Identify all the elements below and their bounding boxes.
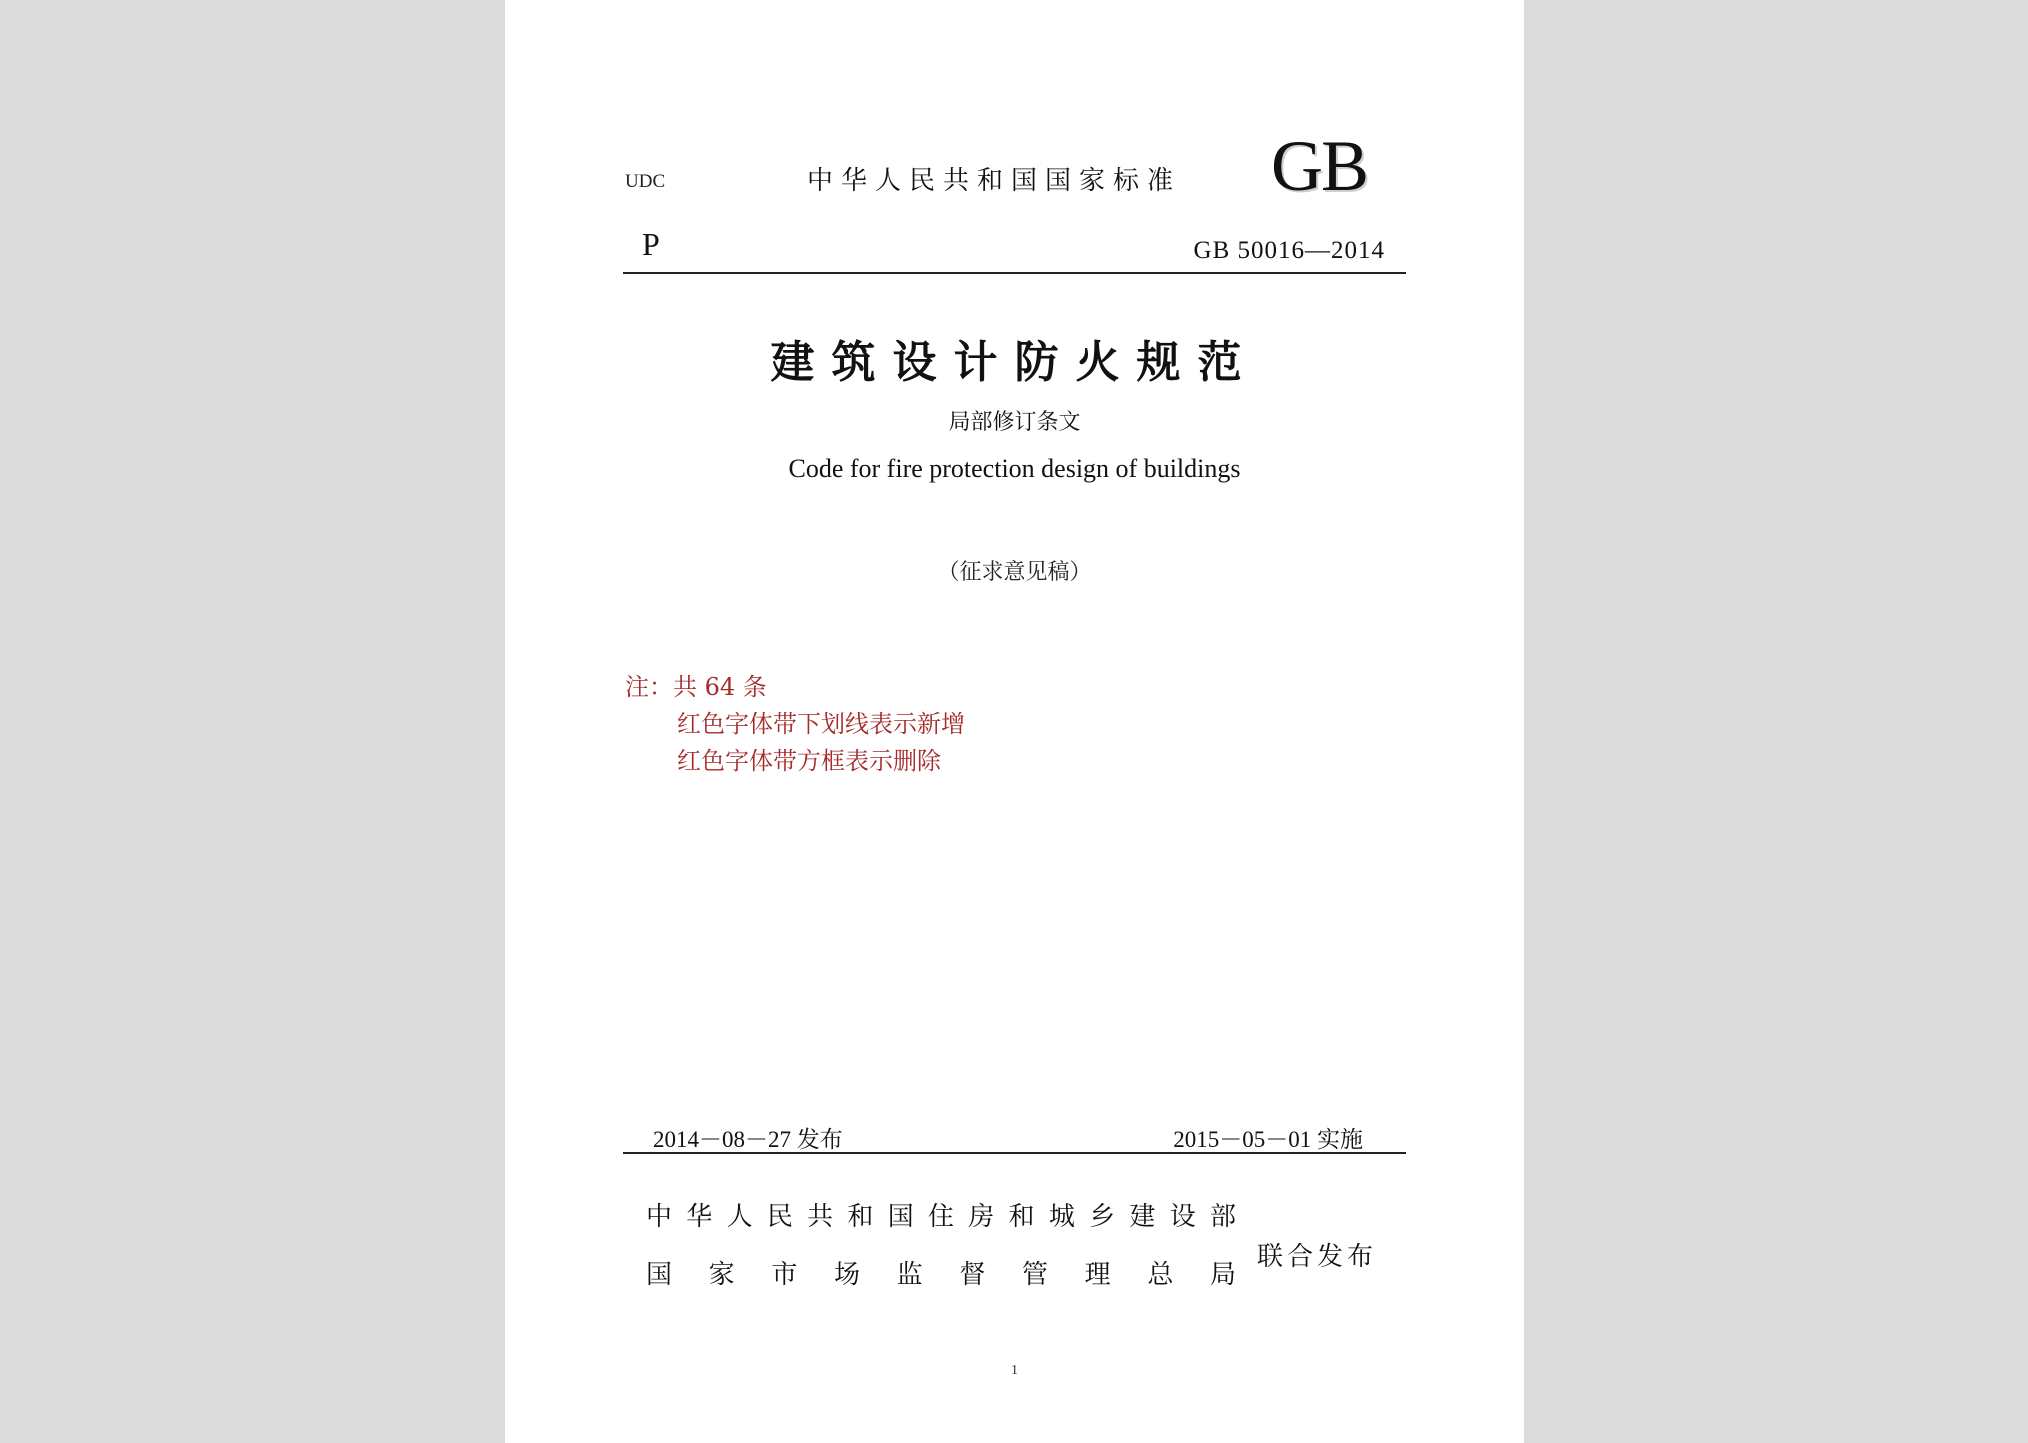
- udc-label: UDC: [625, 171, 666, 192]
- joint-issue-label: 联合发布: [1257, 1242, 1378, 1272]
- gb-logo: GB: [1271, 126, 1368, 206]
- issuer-administration: 国家市场监督管理总局: [646, 1260, 1236, 1290]
- issuer-ministry: 中华人民共和国住房和城乡建设部: [646, 1202, 1236, 1232]
- top-divider: [623, 272, 1406, 274]
- national-standard-heading: 中华人民共和国国家标准: [807, 166, 1182, 196]
- implementation-date: 2015－05－01 实施: [1173, 1127, 1363, 1152]
- page-number: 1: [1011, 1363, 1018, 1378]
- note-line-deleted: 红色字体带方框表示删除: [677, 747, 941, 775]
- classification-code: P: [642, 226, 660, 262]
- bottom-divider: [623, 1152, 1406, 1154]
- document-page: [505, 0, 1524, 1443]
- document-title-cn: 建筑设计防火规范: [770, 337, 1259, 388]
- note-line-added: 红色字体带下划线表示新增: [677, 710, 965, 738]
- draft-label: （征求意见稿）: [937, 560, 1092, 585]
- note-heading: 注：共 64 条: [625, 673, 767, 701]
- document-title-en: Code for fire protection design of buildings: [788, 454, 1241, 483]
- document-subtitle-cn: 局部修订条文: [948, 410, 1081, 435]
- issue-date: 2014－08－27 发布: [653, 1127, 843, 1152]
- standard-number: GB 50016—2014: [1193, 237, 1385, 264]
